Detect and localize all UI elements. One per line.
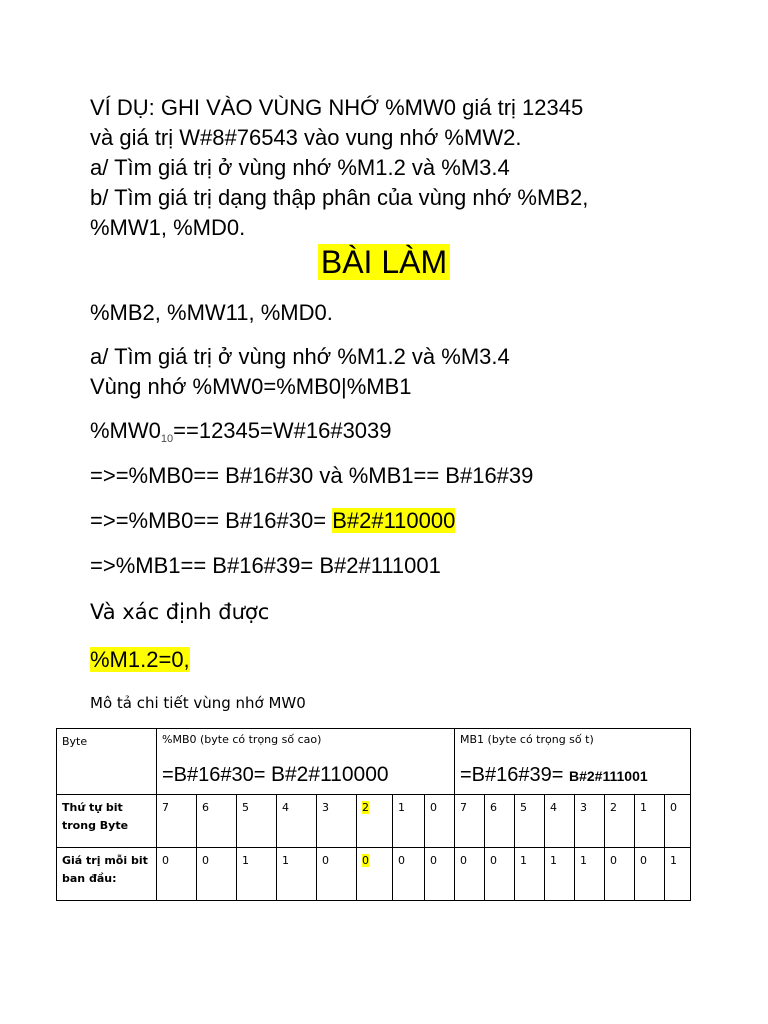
bit-table [56,728,691,901]
mw0-label: %MW0 [90,418,161,443]
section-title-text: BÀI LÀM [318,244,450,280]
problem-line-4: b/ Tìm giá trị dạng thập phân của vùng nhớ %MB2, [90,185,589,210]
bit-order-cell: 0 [425,795,455,848]
bit-value-cell: 0 [425,848,455,901]
mb0-title: %MB0 (byte có trọng số cao) [162,733,322,746]
bit-order-cell: 7 [157,795,197,848]
solution-line-7: =>%MB1== B#16#39= B#2#111001 [90,553,441,578]
solution-line-1: %MB2, %MW11, %MD0. [90,300,333,325]
mb1-header-cell [455,729,691,795]
bit-order-cell: 0 [665,795,691,848]
bit-value-cell: 0 [485,848,515,901]
bit-order-row [57,795,691,848]
problem-line-5: %MW1, %MD0. [90,215,246,240]
bit-order-cell: 3 [317,795,357,848]
mb0-header-cell [157,729,455,795]
bit-value-cell: 0 [455,848,485,901]
result-highlight: %M1.2=0, [90,647,190,672]
solution-line-5: =>=%MB0== B#16#30 và %MB1== B#16#39 [90,463,534,488]
base-subscript: 10 [160,433,174,445]
problem-line-3: a/ Tìm giá trị ở vùng nhớ %M1.2 và %M3.4 [90,155,510,180]
mw0-value: ==12345=W#16#3039 [173,418,392,443]
solution-line-2: a/ Tìm giá trị ở vùng nhớ %M1.2 và %M3.4 [90,344,510,369]
mb0-binary: B#2#110000 [271,763,389,786]
bit-order-cell: 6 [197,795,237,848]
mb1-title: MB1 (byte có trọng số t) [460,733,594,746]
problem-line-2: và giá trị W#8#76543 vào vung nhớ %MW2. [90,125,522,150]
mb0-binary-highlight: B#2#110000 [332,508,456,533]
mb1-hex: =B#16#39= [460,764,569,786]
problem-line-1: VÍ DỤ: GHI VÀO VÙNG NHỚ %MW0 giá trị 12345 [90,95,584,120]
table-header-row [57,729,691,795]
solution-line-3: Vùng nhớ %MW0=%MB0|%MB1 [90,374,412,399]
table-caption: Mô tả chi tiết vùng nhớ MW0 [90,694,306,712]
bit-order-cell: 3 [575,795,605,848]
solution-line-4 [90,416,392,454]
bit-order-cell: 6 [485,795,515,848]
bit-order-cell: 4 [277,795,317,848]
solution-line-8: Và xác định được [90,600,270,624]
bit-value-cell-highlight [357,848,393,901]
bit-order-cell: 1 [635,795,665,848]
bit-value-mark: 0 [362,854,369,867]
bit-value-cell: 0 [605,848,635,901]
solution-line-6 [90,506,455,536]
bit-value-cell: 0 [317,848,357,901]
bit-order-mark: 2 [362,801,369,814]
mb0-hex: =B#16#30= [162,764,271,786]
mb1-value [460,761,685,790]
bit-value-cell: 0 [197,848,237,901]
mb1-binary: B#2#111001 [569,768,648,784]
bit-order-cell: 1 [393,795,425,848]
bit-order-cell: 5 [515,795,545,848]
bit-value-cell: 0 [393,848,425,901]
bit-value-cell: 1 [237,848,277,901]
bit-value-row [57,848,691,901]
bit-value-cell: 1 [515,848,545,901]
bit-value-cell: 0 [635,848,665,901]
bit-order-cell: 4 [545,795,575,848]
mb0-hex-text: =>=%MB0== B#16#30= [90,508,333,533]
bit-order-cell: 5 [237,795,277,848]
bit-order-cell-highlight [357,795,393,848]
bit-order-cell: 2 [605,795,635,848]
bit-order-label: Thứ tự bit trong Byte [57,795,157,848]
bit-value-cell: 1 [545,848,575,901]
solution-line-9 [90,645,190,675]
corner-label: Byte [57,729,157,795]
section-title [0,242,768,282]
bit-value-cell: 0 [157,848,197,901]
mb0-value [162,761,449,789]
bit-order-cell: 7 [455,795,485,848]
bit-value-cell: 1 [665,848,691,901]
bit-value-cell: 1 [277,848,317,901]
bit-value-cell: 1 [575,848,605,901]
bit-value-label: Giá trị mỗi bit ban đầu: [57,848,157,901]
